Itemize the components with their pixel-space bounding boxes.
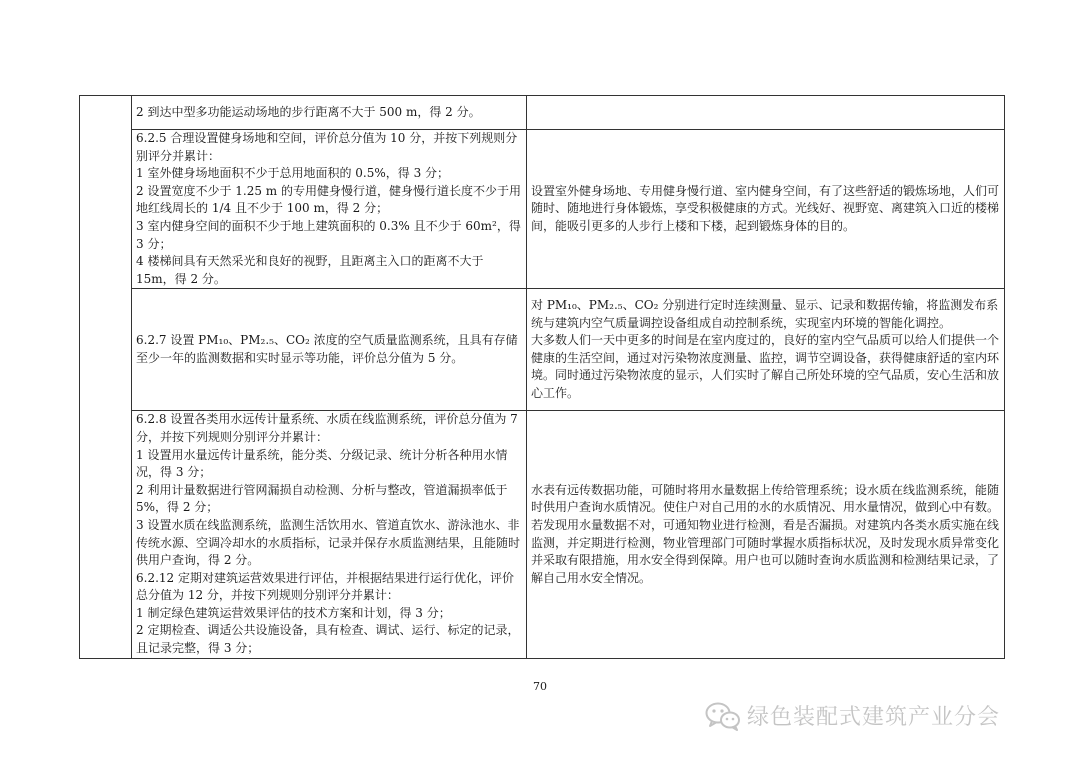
requirement-cell [132,130,527,289]
requirement-text: 3 室内健身空间的面积不少于地上建筑面积的 0.3% 且不少于 60m²，得 3 分； [136,218,521,251]
table-row [80,96,1005,130]
explanation-cell [527,289,1005,411]
requirement-cell [132,96,527,130]
explanation-cell [527,96,1005,130]
explanation-text: 大多数人们一天中更多的时间是在室内度过的，良好的室内空气品质可以给人们提供一个健康的生活空间，通过对污染物浓度测量、监控，调节空调设备，获得健康舒适的室内环境。同时通过污染物浓度的显示，人们实时了解自己所处环境的空气品质，安心生活和放心工作。 [531,333,1000,401]
requirement-text: 2 定期检查、调适公共设施设备，具有检查、调试、运行、标定的记录，且记录完整，得 3 分； [136,623,520,656]
requirement-text: 6.2.5 合理设置健身场地和空间，评价总分值为 10 分，并按下列规则分别评分并累计： [136,131,518,163]
standards-table [79,95,1005,659]
watermark-text: 绿色装配式建筑产业分会 [747,705,1001,730]
explanation-cell [527,130,1005,289]
requirement-text: 2 到达中型多功能运动场地的步行距离不大于 500 m，得 2 分。 [136,104,481,119]
watermark [705,700,1000,731]
table-row [80,130,1005,289]
wechat-icon [705,701,741,731]
requirement-text: 6.2.12 定期对建筑运营效果进行评估，并根据结果进行运行优化，评价总分值为 12 分，并按下列规则分别评分并累计： [136,570,514,603]
table-row [80,411,1005,658]
requirement-text: 1 制定绿色建筑运营效果评估的技术方案和计划，得 3 分； [136,605,451,620]
requirement-cell [132,289,527,411]
explanation-text: 水表有远传数据功能，可随时将用水量数据上传给管理系统；设水质在线监测系统，能随时供用户查询水质情况。使住户对自己用的水的水质情况、用水量情况，做到心中有数。若发现用水量数据不对，可通知物业进行检测，看是否漏损。对建筑内各类水质实施在线监测，并定期进行检测，物业管理部门可随时掌握水质指标状况，及时发现水质异常变化并采取有限措施，用水安全得到保障。用户也可以随时查询水质监测和检测结果记录，了解自己用水安全情况。 [531,482,1000,585]
table-row [80,289,1005,411]
page-number: 70 [533,680,547,693]
requirement-text: 2 利用计量数据进行管网漏损自动检测、分析与整改，管道漏损率低于 5%，得 2 分； [136,482,508,515]
explanation-cell [527,411,1005,658]
requirement-text: 2 设置宽度不少于 1.25 m 的专用健身慢行道，健身慢行道长度不少于用地红线周长的 1/4 且不少于 100 m，得 2 分； [136,183,521,216]
requirement-text: 4 楼梯间具有天然采光和良好的视野，且距离主入口的距离不大于 15m，得 2 分。 [136,254,484,286]
requirement-text: 1 设置用水量远传计量系统，能分类、分级记录、统计分析各种用水情况，得 3 分； [136,447,508,480]
requirement-text: 1 室外健身场地面积不少于总用地面积的 0.5%，得 3 分； [136,166,450,181]
explanation-text: 设置室外健身场地、专用健身慢行道、室内健身空间，有了这些舒适的锻炼场地，人们可随时、随地进行身体锻炼，享受积极健康的方式。光线好、视野宽、离建筑入口近的楼梯间，能吸引更多的人步行上楼和下楼，起到锻炼身体的目的。 [531,183,1000,233]
requirement-text: 6.2.7 设置 PM₁₀、PM₂.₅、CO₂ 浓度的空气质量监测系统，且具有存储至少一年的监测数据和实时显示等功能，评价总分值为 5 分。 [136,333,518,365]
explanation-text: 对 PM₁₀、PM₂.₅、CO₂ 分别进行定时连续测量、显示、记录和数据传输，将监测发布系统与建筑内空气质量调控设备组成自动控制系统，实现室内环境的智能化调控。 [531,298,999,330]
requirement-text: 3 设置水质在线监测系统，监测生活饮用水、管道直饮水、游泳池水、非传统水源、空调冷却水的水质指标，记录并保存水质监测结果，且能随时供用户查询，得 2 分。 [136,517,521,568]
first-column-cell [80,96,132,659]
requirement-text: 6.2.8 设置各类用水远传计量系统、水质在线监测系统，评价总分值为 7 分，并按下列规则分别评分并累计： [136,412,518,444]
requirement-cell [132,411,527,658]
